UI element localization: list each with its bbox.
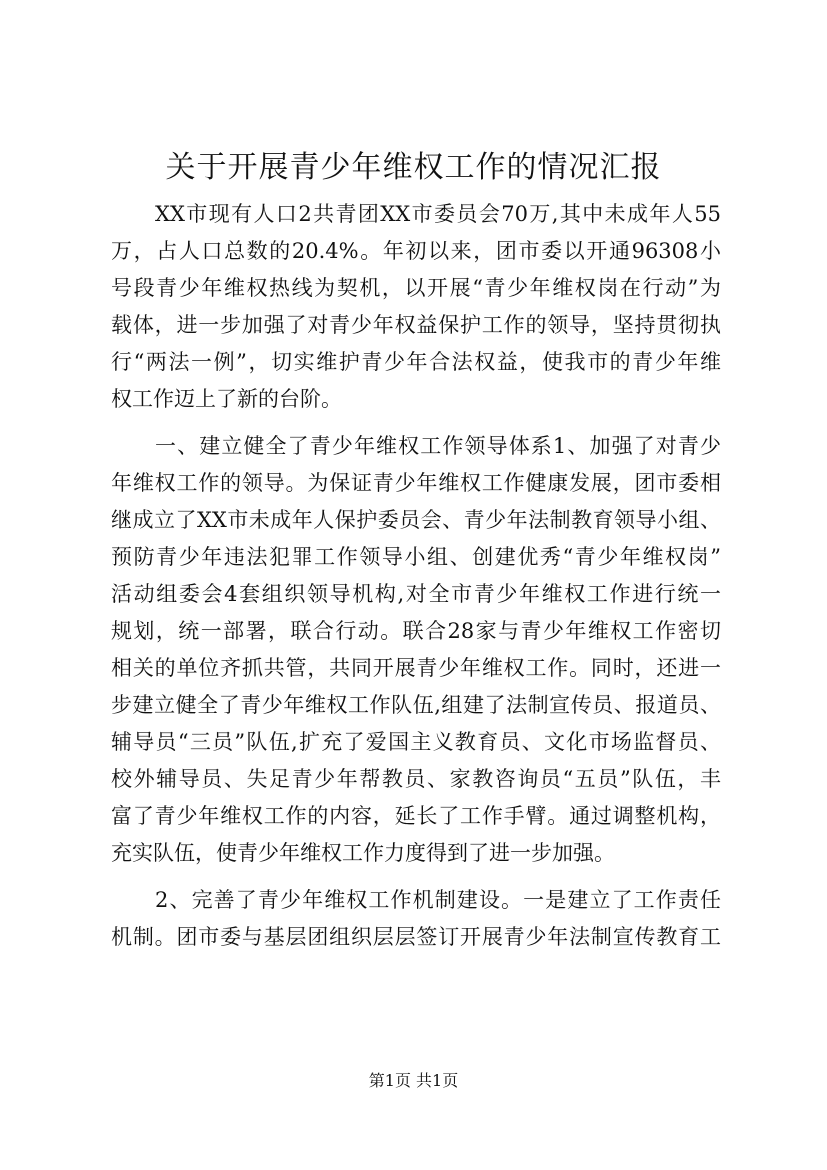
paragraph-2-line-11: 富了青少年维权工作的内容，延长了工作手臂。通过调整机构，: [111, 804, 721, 828]
paragraph-2-line-12: 充实队伍，使青少年维权工作力度得到了进一步加强。: [111, 841, 615, 865]
paragraph-1-line-2: 万，占人口总数的20.4%。年初以来，团市委以开通96308小: [111, 239, 721, 263]
paragraph-2-line-9: 辅导员“三员”队伍,扩充了爱国主义教育员、文化市场监督员、: [111, 730, 721, 754]
page-number-footer: 第1页 共1页: [368, 1071, 459, 1090]
paragraph-2-line-3: 继成立了XX市未成年人保护委员会、青少年法制教育领导小组、: [111, 508, 721, 532]
document-body: [111, 196, 721, 956]
paragraph-2-line-5: 活动组委会4套组织领导机构,对全市青少年维权工作进行统一: [111, 582, 721, 606]
paragraph-1-line-1: XX市现有人口2共青团XX市委员会70万,其中未成年人55: [155, 202, 721, 226]
document-title: 关于开展青少年维权工作的情况汇报: [165, 150, 662, 185]
paragraph-1-line-4: 载体，进一步加强了对青少年权益保护工作的领导，坚持贯彻执: [111, 313, 721, 337]
paragraph-2-line-4: 预防青少年违法犯罪工作领导小组、创建优秀“青少年维权岗”: [111, 545, 721, 569]
paragraph-2-line-10: 校外辅导员、失足青少年帮教员、家教咨询员“五员”队伍，丰: [111, 767, 721, 791]
paragraph-3-line-2: 机制。团市委与基层团组织层层签订开展青少年法制宣传教育工: [111, 925, 721, 949]
paragraph-2-line-1: 一、建立健全了青少年维权工作领导体系1、加强了对青少: [155, 434, 721, 458]
paragraph-2-line-6: 规划，统一部署，联合行动。联合28家与青少年维权工作密切: [111, 619, 721, 643]
paragraph-1-line-3: 号段青少年维权热线为契机，以开展“青少年维权岗在行动”为: [111, 276, 721, 300]
paragraph-1-line-5: 行“两法一例”，切实维护青少年合法权益，使我市的青少年维: [111, 350, 721, 374]
paragraph-2-line-2: 年维权工作的领导。为保证青少年维权工作健康发展，团市委相: [111, 471, 721, 495]
paragraph-1-line-6: 权工作迈上了新的台阶。: [111, 387, 342, 411]
paragraph-2-line-7: 相关的单位齐抓共管，共同开展青少年维权工作。同时，还进一: [111, 656, 721, 680]
paragraph-3-line-1: 2、完善了青少年维权工作机制建设。一是建立了工作责任: [155, 888, 721, 912]
paragraph-2-line-8: 步建立健全了青少年维权工作队伍,组建了法制宣传员、报道员、: [111, 693, 721, 717]
